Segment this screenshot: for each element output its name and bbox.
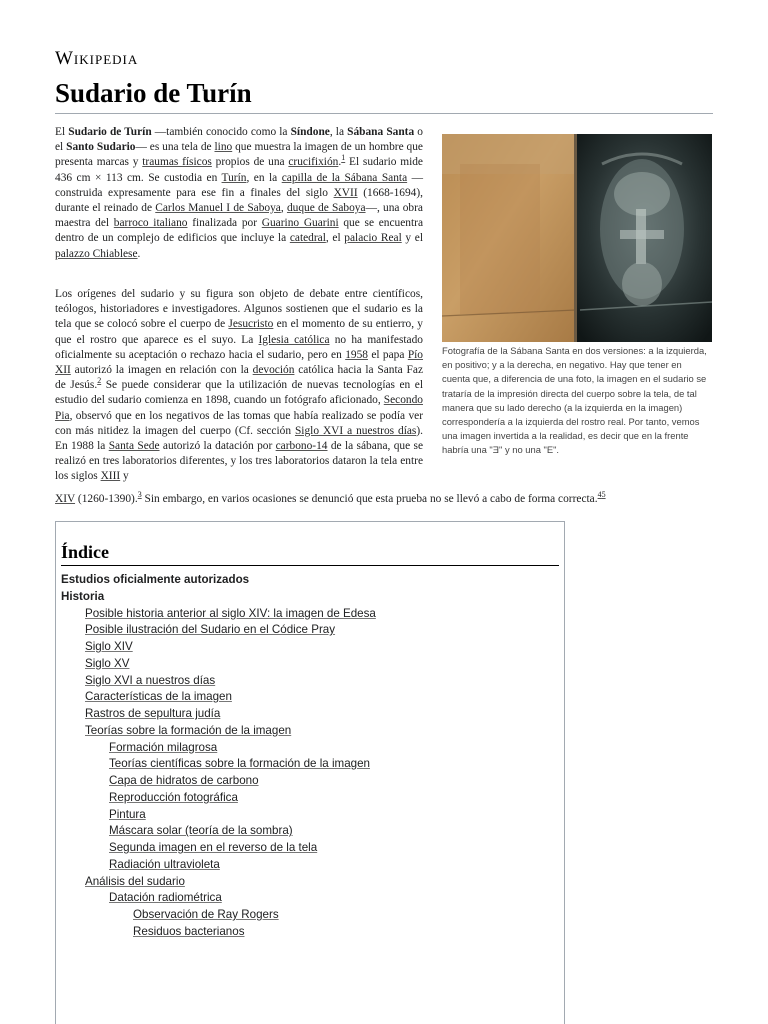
toc-item-label: Análisis del sudario bbox=[85, 874, 185, 888]
article-text: — es una tela de bbox=[135, 141, 215, 154]
toc-item-label: Siglo XIV bbox=[85, 640, 133, 653]
toc-item[interactable] bbox=[109, 741, 217, 754]
intro-paragraph bbox=[55, 125, 423, 262]
article-link[interactable]: XVII bbox=[333, 186, 358, 199]
article-link[interactable]: catedral bbox=[289, 232, 326, 245]
toc-item[interactable] bbox=[85, 640, 133, 653]
article-text: autorizó la imagen en relación con la bbox=[70, 364, 253, 377]
article-link[interactable]: Siglo XVI a nuestros días bbox=[294, 424, 417, 437]
article-text: autorizó la datación por bbox=[159, 440, 276, 453]
article-text: El bbox=[55, 126, 69, 138]
article-link[interactable]: Jesucristo bbox=[228, 318, 274, 331]
toc-item[interactable] bbox=[85, 657, 129, 670]
toc-item[interactable] bbox=[109, 808, 146, 821]
origins-paragraph-end bbox=[55, 492, 695, 507]
article-text: el papa bbox=[367, 348, 408, 361]
reference-link[interactable]: 1 bbox=[341, 153, 346, 163]
reference-link[interactable]: 2 bbox=[97, 376, 102, 386]
article-link[interactable]: XIII bbox=[100, 470, 121, 483]
article-text: (1668-1694), durante el reinado de bbox=[55, 186, 423, 215]
toc-item[interactable] bbox=[109, 757, 370, 770]
toc-item-label: Radiación ultravioleta bbox=[109, 857, 220, 871]
bold-term: Síndone bbox=[290, 126, 330, 138]
toc-item-label: Máscara solar (teoría de la sombra) bbox=[109, 824, 293, 838]
toc-item-label: Teorías científicas sobre la formación de la imagen bbox=[109, 757, 370, 771]
page-title: Sudario de Turín bbox=[55, 78, 713, 114]
article-text: Sin embargo, en varios ocasiones se denunció que esta prueba no se llevó a cabo de forma correcta. bbox=[141, 493, 598, 505]
toc-title: Índice bbox=[61, 542, 559, 566]
toc-item-label: Pintura bbox=[109, 807, 146, 821]
article-text: que muestra la imagen de un hombre que presenta marcas y bbox=[55, 141, 423, 169]
toc-item[interactable] bbox=[109, 824, 293, 837]
toc-item[interactable] bbox=[133, 908, 279, 921]
toc-item[interactable] bbox=[109, 791, 238, 804]
article-link[interactable]: palacio Real bbox=[344, 232, 402, 245]
article-link[interactable]: traumas físicos bbox=[142, 156, 212, 169]
toc-item[interactable] bbox=[109, 891, 222, 904]
toc-item-label: Capa de hidratos de carbono bbox=[109, 774, 259, 787]
toc-item-label: Posible ilustración del Sudario en el Códice Pray bbox=[85, 623, 336, 637]
article-link[interactable]: Guarino Guarini bbox=[261, 217, 339, 230]
figure-caption: Fotografía de la Sábana Santa en dos versiones: a la izquierda, en positivo; y a la derecha, en negativo. Hay que tener en cuenta que, a diferencia de una foto, la imagen en el sudario se trataría de la impresión directa del cuerpo sobre la tela, de tal manera que su lado derecho (a la izquierda en la imagen) correspondería a la izquierda del rostro real. Por tanto, vemos una imagen invertida a la realidad, es decir que en la frente habría una "Ǝ" y no una "E". bbox=[442, 345, 707, 456]
toc-item-label: Posible historia anterior al siglo XIV: la imagen de Edesa bbox=[85, 606, 376, 620]
article-text: . bbox=[137, 247, 141, 260]
article-link[interactable]: carbono-14 bbox=[275, 440, 328, 453]
article-link[interactable]: Pío XII bbox=[55, 348, 424, 377]
toc-item[interactable] bbox=[109, 841, 317, 854]
article-link[interactable]: devoción bbox=[252, 364, 295, 377]
article-text: El sudario mide 436 cm × 113 cm. Se custodia en bbox=[55, 156, 423, 184]
article-text: , la bbox=[329, 126, 348, 138]
article-text: propios de una bbox=[211, 156, 289, 169]
shroud-photo[interactable] bbox=[442, 134, 712, 342]
toc-item[interactable] bbox=[61, 573, 249, 586]
toc-item-label: Formación milagrosa bbox=[109, 740, 218, 754]
toc-item[interactable] bbox=[85, 875, 185, 888]
article-text: no ha manifestado oficialmente su aceptación o rechazo hacia el sudario, pero en bbox=[55, 333, 423, 361]
toc-item[interactable] bbox=[85, 724, 291, 737]
article-link[interactable]: XIV bbox=[55, 493, 76, 505]
reference-link[interactable]: 5 bbox=[601, 490, 606, 500]
bold-term: Sudario de Turín bbox=[68, 126, 152, 138]
toc-item[interactable] bbox=[85, 607, 376, 620]
article-link[interactable]: Secondo Pia bbox=[55, 394, 423, 422]
article-link[interactable]: Iglesia católica bbox=[258, 333, 330, 346]
toc-item[interactable] bbox=[133, 925, 245, 938]
article-text: Los orígenes del sudario y su figura son objeto de debate entre científicos, teólogos, historiadores e investigadores. Algunos sostienen que el sudario es la tela que se colocó sobre el cuerpo de bbox=[55, 288, 423, 331]
toc-item-label: Historia bbox=[61, 589, 105, 603]
article-text: , bbox=[280, 202, 287, 215]
article-text: católica hacia la Santa Faz de Jesús. bbox=[55, 364, 424, 392]
table-of-contents bbox=[55, 521, 565, 1024]
bold-term: Santo Sudario bbox=[66, 141, 136, 154]
article-text: . bbox=[338, 156, 342, 169]
article-text: o el bbox=[55, 126, 423, 154]
toc-item-label: Características de la imagen bbox=[85, 690, 232, 704]
reference-link[interactable]: 4 bbox=[597, 490, 602, 500]
article-text: , el bbox=[325, 232, 345, 245]
toc-item-label: Estudios oficialmente autorizados bbox=[61, 573, 250, 586]
wikipedia-logo[interactable]: Wikipedia bbox=[55, 48, 139, 69]
article-text: —construida expresamente para ese fin a finales del siglo bbox=[55, 171, 423, 199]
toc-item[interactable] bbox=[109, 774, 259, 787]
article-text: que se encuentra dentro de un complejo de edificios que incluye la bbox=[55, 217, 424, 245]
article-link[interactable]: 1958 bbox=[345, 348, 368, 361]
toc-item-label: Teorías sobre la formación de la imagen bbox=[85, 723, 292, 737]
article-text: —, una obra maestra del bbox=[55, 202, 423, 230]
article-link[interactable]: duque de Saboya bbox=[286, 202, 366, 215]
article-link[interactable]: barroco italiano bbox=[113, 217, 188, 230]
toc-item-label: Siglo XVI a nuestros días bbox=[85, 673, 216, 687]
toc-item[interactable] bbox=[85, 707, 220, 720]
article-link[interactable]: Santa Sede bbox=[108, 440, 160, 453]
toc-item[interactable] bbox=[85, 674, 215, 687]
article-link[interactable]: crucifixión bbox=[288, 156, 339, 169]
toc-item-label: Residuos bacterianos bbox=[133, 924, 245, 938]
toc-item[interactable] bbox=[85, 690, 232, 703]
toc-item[interactable] bbox=[109, 858, 220, 871]
toc-item[interactable] bbox=[85, 623, 335, 636]
article-text: Se puede considerar que la utilización de nuevas tecnologías en el estudio del sudario comienza en 1898, cuando un fotógrafo aficionado, bbox=[55, 379, 423, 407]
bold-term: Sábana Santa bbox=[347, 126, 415, 138]
toc-item-label: Reproducción fotográfica bbox=[109, 790, 238, 804]
article-text: ). En 1988 la bbox=[55, 424, 423, 453]
article-text: , observó que en los negativos de las tomas que había realizado se podía ver con más nitidez la imagen del cuerpo (Cf. sección bbox=[55, 409, 423, 437]
reference-link[interactable]: 3 bbox=[137, 490, 142, 500]
article-text: de la sábana, que se realizó en tres laboratorios diferentes, y los tres laboratorios dataron la tela entre los siglos bbox=[55, 440, 424, 483]
article-link[interactable]: Turín bbox=[221, 171, 247, 184]
article-link[interactable]: lino bbox=[214, 141, 233, 154]
article-text: —también conocido como la bbox=[151, 126, 291, 138]
article-text: , en la bbox=[246, 171, 282, 184]
article-text: y bbox=[120, 470, 129, 483]
toc-item-label: Datación radiométrica bbox=[109, 891, 222, 905]
toc-item-label: Siglo XV bbox=[85, 656, 130, 670]
toc-item-label: Rastros de sepultura judía bbox=[85, 707, 221, 720]
article-text: en el momento de su entierro, y que el rostro que aparece es el suyo. La bbox=[55, 318, 423, 346]
toc-item-label: Segunda imagen en el reverso de la tela bbox=[109, 841, 318, 854]
article-link[interactable]: palazzo Chiablese bbox=[55, 247, 138, 260]
toc-item-label: Observación de Ray Rogers bbox=[133, 908, 279, 921]
article-text: (1260-1390). bbox=[75, 493, 138, 505]
article-link[interactable]: capilla de la Sábana Santa bbox=[281, 171, 408, 184]
origins-paragraph bbox=[55, 287, 423, 485]
article-text: y el bbox=[401, 232, 423, 245]
article-link[interactable]: Carlos Manuel I de Saboya bbox=[155, 202, 281, 215]
article-text: finalizada por bbox=[187, 217, 262, 230]
shroud-figure bbox=[442, 134, 712, 458]
toc-item[interactable] bbox=[61, 590, 104, 603]
